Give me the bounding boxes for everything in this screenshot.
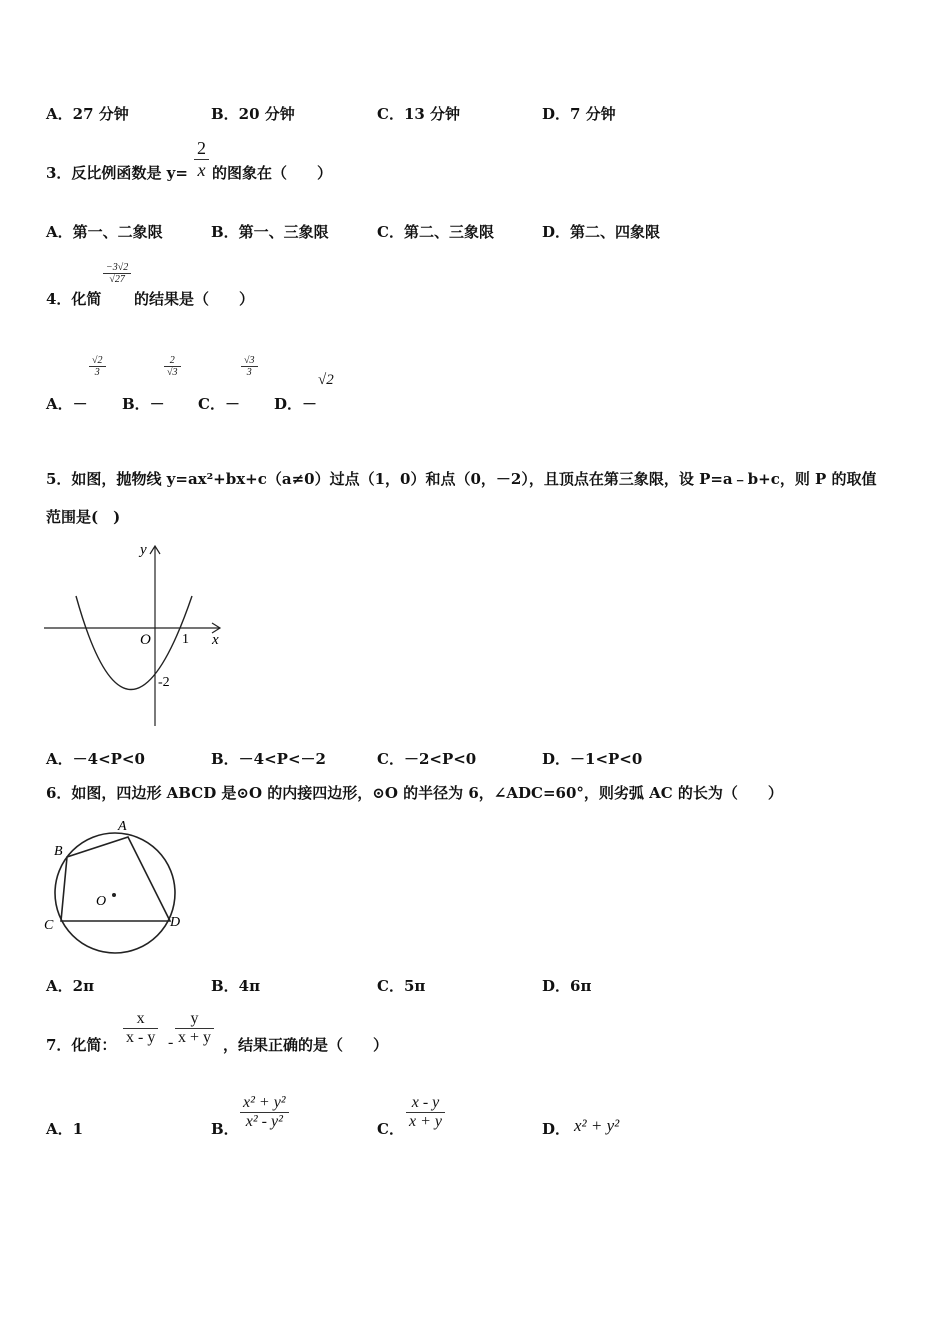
- circle-o: [55, 833, 175, 953]
- q7-f2-den: x + y: [178, 1029, 212, 1046]
- q4-option-c-label: C．－: [198, 395, 240, 413]
- q7-b-num: x² + y²: [240, 1094, 289, 1113]
- quadrilateral-abcd: [61, 837, 170, 921]
- q4-b-num: 2: [164, 355, 181, 367]
- center-point-icon: [112, 893, 116, 897]
- q5-line2: 范围是( ): [46, 508, 121, 526]
- label-a: A: [118, 819, 127, 834]
- q3-option-c: C．第二、三象限: [377, 223, 494, 241]
- q7-fraction-1: [123, 1010, 158, 1047]
- q6-option-b: B．4π: [211, 977, 261, 995]
- x-axis-label: x: [212, 632, 219, 648]
- q4-prefix: 4．化简: [46, 290, 102, 308]
- q4-option-a-label: A．－: [46, 395, 88, 413]
- q7-suffix: ，结果正确的是（ ）: [223, 1036, 389, 1054]
- q3-fraction: [194, 138, 209, 181]
- q7-option-d-value: x² + y²: [574, 1116, 620, 1135]
- q4-a-den: 3: [94, 367, 100, 378]
- q6-option-d: D．6π: [542, 977, 592, 995]
- q4-expression: [103, 262, 131, 285]
- q7-option-b-label: B．: [211, 1120, 239, 1138]
- q4-expr-den: √27: [109, 274, 125, 285]
- q5-option-a: A．－4<P<0: [46, 750, 145, 768]
- q4-option-a-frac: [89, 355, 106, 378]
- y-axis-label: y: [140, 542, 147, 558]
- q4-option-d-label: D．－: [274, 395, 318, 413]
- q6-text: 6．如图，四边形 ABCD 是⊙O 的内接四边形，⊙O 的半径为 6，∠ADC=60°，则劣弧 AC 的长为（ ）: [46, 784, 783, 802]
- label-b: B: [54, 844, 63, 859]
- q7-minus: -: [168, 1034, 174, 1051]
- q7-c-num: x - y: [406, 1094, 445, 1113]
- q6-option-a: A．2π: [46, 977, 95, 995]
- q5-line1: 5．如图，抛物线 y=ax²+bx+c（a≠0）过点（1，0）和点（0，－2），且顶点在第三象限，设 P=a﹣b+c，则 P 的取值: [46, 470, 877, 488]
- q2-option-a: A．27 分钟: [46, 105, 129, 123]
- q4-suffix: 的结果是（ ）: [134, 290, 255, 308]
- q4-c-num: √3: [241, 355, 258, 367]
- label-o: O: [96, 894, 107, 909]
- q5-option-b: B．－4<P<－2: [211, 750, 326, 768]
- q3-option-d: D．第二、四象限: [542, 223, 661, 241]
- q6-circle-figure: [40, 815, 190, 965]
- parabola-curve: [76, 596, 192, 690]
- origin-label: O: [140, 632, 151, 648]
- q7-option-c-frac: [406, 1094, 445, 1131]
- q4-option-c-frac: [241, 355, 258, 378]
- q7-option-a: A．1: [46, 1120, 84, 1138]
- q7-c-den: x + y: [409, 1113, 442, 1130]
- q2-option-b: B．20 分钟: [211, 105, 295, 123]
- q4-b-den: √3: [167, 367, 178, 378]
- q3-option-b: B．第一、三象限: [211, 223, 329, 241]
- q4-expr-num: −3√2: [103, 262, 131, 274]
- q3-prefix: 3．反比例函数是 y=: [46, 164, 188, 182]
- q4-c-den: 3: [246, 367, 252, 378]
- q4-a-num: √2: [89, 355, 106, 367]
- q7-prefix: 7．化简：: [46, 1036, 117, 1054]
- q5-parabola-graph: [40, 538, 230, 733]
- q5-option-c: C．－2<P<0: [377, 750, 477, 768]
- q2-option-c: C．13 分钟: [377, 105, 461, 123]
- q7-option-c-label: C．: [377, 1120, 404, 1138]
- q7-f2-num: y: [175, 1010, 214, 1029]
- q4-option-b-label: B．－: [122, 395, 165, 413]
- q2-option-d: D．7 分钟: [542, 105, 616, 123]
- q4-option-b-frac: [164, 355, 181, 378]
- q3-frac-den: x: [197, 160, 206, 180]
- x-tick-label: 1: [182, 632, 189, 647]
- q3-frac-num: 2: [194, 138, 209, 160]
- q7-option-d-label: D．: [542, 1120, 571, 1138]
- q7-b-den: x² - y²: [245, 1113, 283, 1130]
- q7-f1-num: x: [123, 1010, 158, 1029]
- q4-option-d-value: √2: [318, 372, 334, 388]
- q7-f1-den: x - y: [126, 1029, 156, 1046]
- q3-suffix: 的图象在（ ）: [212, 164, 333, 182]
- q7-fraction-2: [175, 1010, 214, 1047]
- q7-option-b-frac: [240, 1094, 289, 1131]
- y-tick-label: -2: [158, 675, 170, 690]
- label-c: C: [44, 918, 54, 933]
- q5-option-d: D．－1<P<0: [542, 750, 643, 768]
- label-d: D: [170, 915, 181, 930]
- q6-option-c: C．5π: [377, 977, 426, 995]
- q3-option-a: A．第一、二象限: [46, 223, 163, 241]
